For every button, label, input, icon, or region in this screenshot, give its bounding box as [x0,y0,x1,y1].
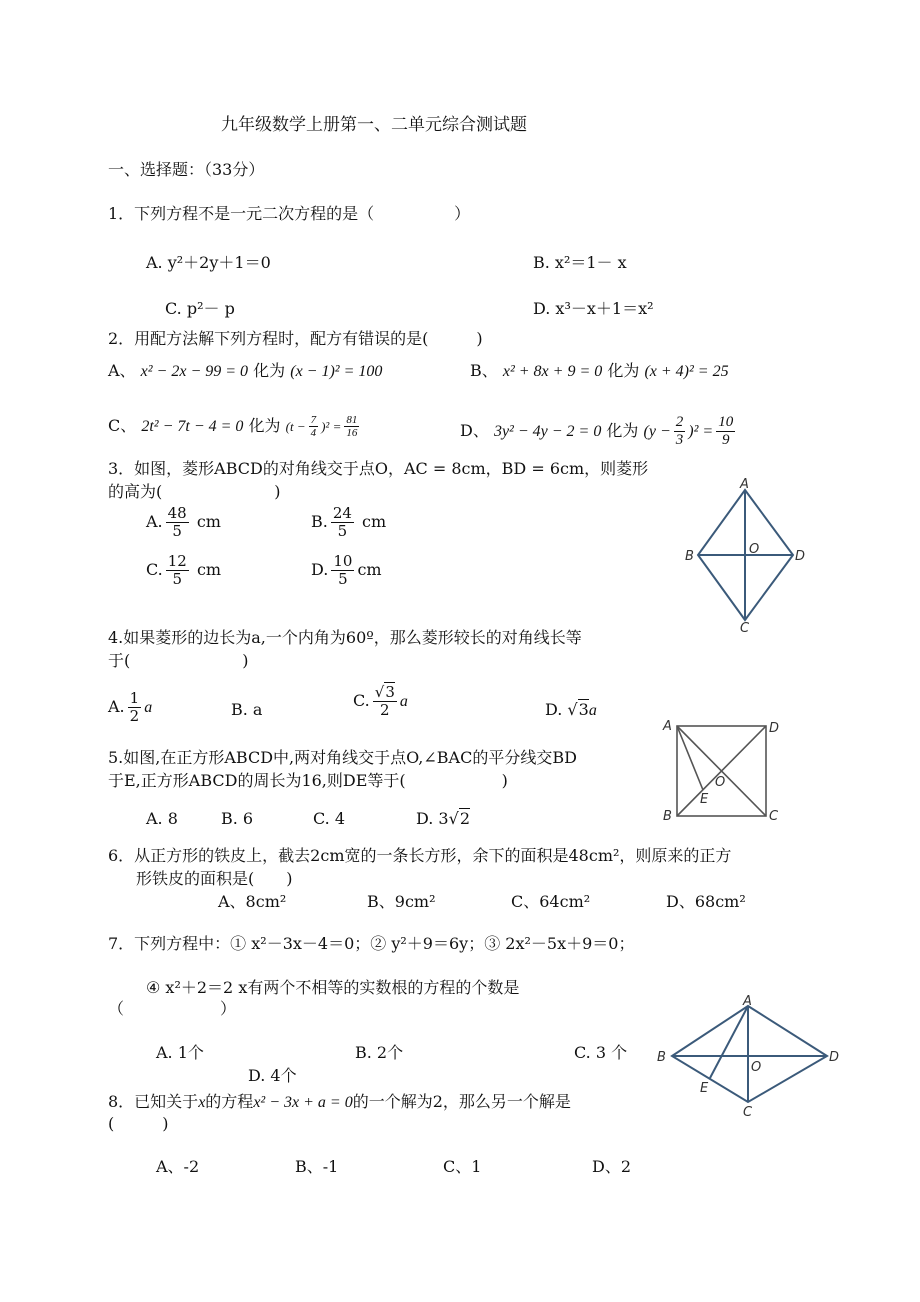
label-c: C [740,621,750,636]
q4-option-a: A. $\frac{1}{2}$ a [108,689,153,725]
square-figure [660,714,790,826]
q7-option-a: A. 1个 [156,1043,204,1062]
rhombus-figure [680,478,810,634]
label-d: D [769,721,780,736]
label-d: D [795,549,806,564]
q1-option-d: D. x³－x＋1＝x² [533,299,654,318]
q3-option-d: D. $\frac{10}{5}$ cm [311,552,382,588]
q8-answer-blank: ( ) [108,1114,169,1133]
label-e: E [700,1081,709,1096]
q5-stem: 5.如图,在正方形ABCD中,两对角线交于点O,∠BAC的平分线交BD [108,748,577,767]
label-a: A [743,994,752,1009]
q1-option-a: A. y²＋2y＋1＝0 [146,253,271,272]
label-o: O [715,775,726,790]
q3-option-c: C. $\frac{12}{5}$ cm [146,552,222,588]
q8-option-b: B、-1 [295,1157,339,1176]
q1-stem: 1．下列方程不是一元二次方程的是（ ） [108,204,471,223]
q7-option-c: C. 3 个 [574,1043,628,1062]
q3-stem: 3．如图，菱形ABCD的对角线交于点O，AC = 8cm，BD = 6cm，则菱形 [108,459,649,478]
q2-stem: 2．用配方法解下列方程时，配方有错误的是( ) [108,329,483,348]
label-b: B [663,809,672,824]
q8-option-a: A、-2 [156,1157,200,1176]
q5-option-c: C. 4 [313,809,346,828]
page-title: 九年级数学上册第一、二单元综合测试题 [221,115,527,135]
label-b: B [657,1050,666,1065]
q8-stem: 8．已知关于x的方程x² − 3x + a = 0的一个解为2，那么另一个解是 [108,1092,571,1111]
q4-option-b: B. a [231,700,263,719]
q8-option-c: C、1 [443,1157,482,1176]
q4-option-d: D. √3a [545,700,597,719]
q3-stem-cont: 的高为( ) [108,482,281,501]
rhombus-outline [672,1006,827,1102]
label-o: O [749,542,760,557]
q2-a-equation: x² − 2x − 99 = 0 [140,363,249,380]
q5-option-a: A. 8 [146,809,178,828]
q2-option-d: D、 3y² − 4y − 2 = 0 化为 (y − $\frac{2}{3}$ )² = $\frac{10}{9}$ [460,414,734,448]
label-a: A [663,719,672,734]
q4-option-c: C. $\frac{√3}{2}$ a [353,683,408,719]
q7-answer-blank: （ ） [108,999,237,1018]
q6-option-b: B、9cm² [367,892,436,911]
q6-stem-cont: 形铁皮的面积是( ) [136,869,293,888]
q7-option-b: B. 2个 [355,1043,404,1062]
rhombus-bisector-figure [655,996,847,1120]
q6-stem: 6．从正方形的铁皮上，截去2cm宽的一条长方形，余下的面积是48cm²，则原来的正方 [108,846,732,865]
section-heading: 一、选择题：（33分） [108,160,265,179]
label-b: B [685,549,694,564]
q4-stem-cont: 于( ) [108,651,249,670]
q2-b-equation: x² + 8x + 9 = 0 [502,363,603,380]
q7-stem-cont: ④ x²＋2＝2 x有两个不相等的实数根的方程的个数是 [146,978,520,997]
q7-stem: 7．下列方程中：① x²－3x－4＝0；② y²＋9＝6y；③ 2x²－5x＋9＝0； [108,934,635,953]
q1-option-b: B. x²＝1－ x [533,253,627,272]
label-e: E [700,792,709,807]
q3-option-a: A. $\frac{48}{5}$ cm [146,504,221,540]
q2-option-b: B、 x² + 8x + 9 = 0 化为 (x + 4)² = 25 [470,361,729,380]
bisector-ae [677,726,703,790]
q5-stem-cont: 于E,正方形ABCD的周长为16,则DE等于( ) [108,771,508,790]
q2-b-result: (x + 4)² = 25 [644,363,729,380]
q2-option-c: C、 2t² − 7t − 4 = 0 化为 (t − $\frac{7}{4}$ )² = $\frac{81}{16}$ [108,414,358,439]
q2-option-a: A、 x² − 2x − 99 = 0 化为 (x − 1)² = 100 [108,361,383,380]
q6-option-a: A、8cm² [218,892,287,911]
label-d: D [829,1050,840,1065]
q2-a-result: (x − 1)² = 100 [290,363,383,380]
label-c: C [769,809,779,824]
q1-option-c: C. p²－ p [165,299,235,318]
q5-option-d: D. 3√2 [416,809,470,828]
q8-option-d: D、2 [592,1157,632,1176]
q6-option-c: C、64cm² [511,892,591,911]
q7-option-d: D. 4个 [248,1066,297,1085]
q5-option-b: B. 6 [221,809,254,828]
label-c: C [743,1105,753,1120]
q6-option-d: D、68cm² [666,892,746,911]
q3-option-b: B. $\frac{24}{5}$ cm [311,504,387,540]
q4-stem: 4.如果菱形的边长为a,一个内角为60º，那么菱形较长的对角线长等 [108,628,582,647]
label-a: A [740,477,749,492]
label-o: O [751,1060,762,1075]
segment-ae [710,1006,748,1078]
